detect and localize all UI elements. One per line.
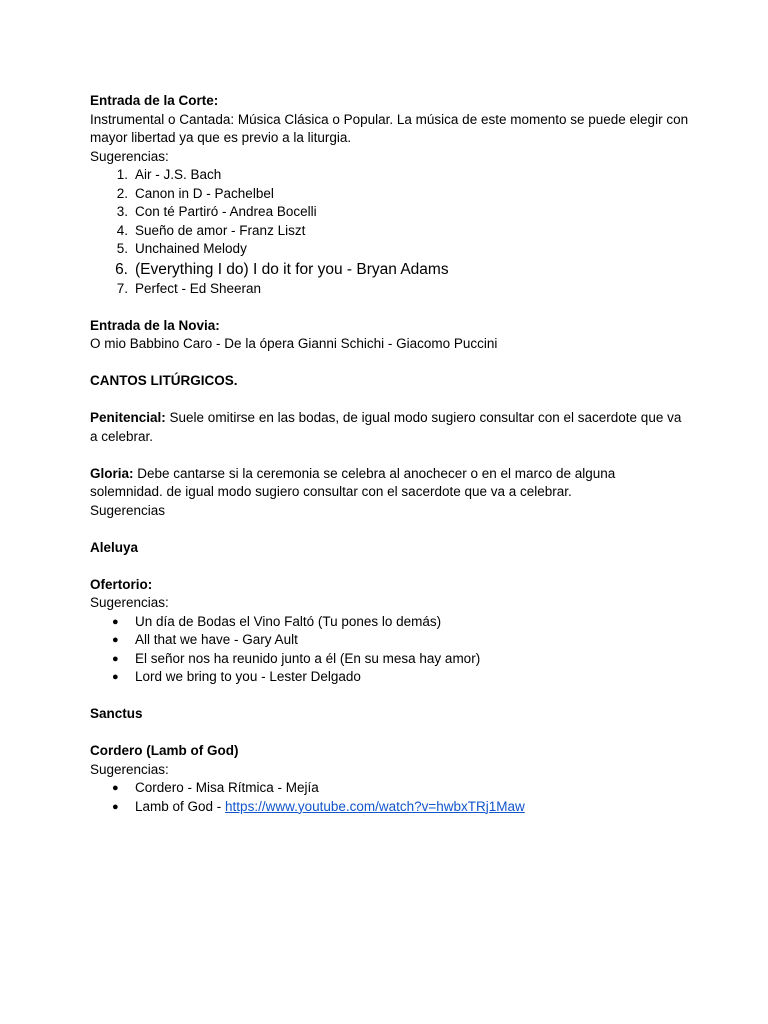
bullet-icon: ●	[112, 652, 119, 665]
bullet-icon: ●	[112, 782, 119, 794]
cordero-suggestions-label: Sugerencias:	[90, 761, 169, 777]
list-item: 7. Perfect - Ed Sheeran	[116, 280, 262, 296]
bullet-icon: ●	[112, 634, 119, 646]
list-item: 2. Canon in D - Pachelbel	[116, 185, 274, 201]
penitencial-text: Suele omitirse en las bodas, de igual modo sugiero consultar con el sacerdote que va a celebrar.	[90, 410, 682, 444]
list-item: ● Lord we bring to you - Lester Delgado	[90, 668, 690, 687]
corte-description: Instrumental o Cantada: Música Clásica o Popular. La música de este momento se puede elegir con mayor libertad ya que es previo a la liturgia.	[90, 111, 689, 145]
ofertorio-suggestions-label: Sugerencias:	[90, 595, 169, 610]
section-heading-sanctus: Sanctus	[90, 706, 143, 721]
section-heading-corte: Entrada de la Corte:	[90, 93, 219, 108]
list-item: ● El señor nos ha reunido junto a él (En su mesa hay amor)	[90, 650, 690, 669]
bullet-icon: ●	[112, 800, 119, 813]
cordero-suggestions-list	[90, 779, 690, 816]
document-content	[90, 92, 690, 816]
bullet-icon: ●	[112, 671, 119, 683]
section-heading-ofertorio: Ofertorio:	[90, 576, 153, 592]
list-item: ● All that we have - Gary Ault	[90, 631, 690, 650]
bullet-icon: ●	[112, 615, 119, 628]
novia-text: O mio Babbino Caro - De la ópera Gianni Schichi - Giacomo Puccini	[90, 336, 498, 351]
list-item: ● Cordero - Misa Rítmica - Mejía	[90, 779, 690, 798]
list-item: ● Un día de Bodas el Vino Faltó (Tu pones lo demás)	[90, 613, 690, 632]
list-item: 4. Sueño de amor - Franz Liszt	[116, 222, 306, 238]
section-heading-cordero: Cordero (Lamb of God)	[90, 743, 239, 758]
ofertorio-suggestions-list	[90, 613, 690, 687]
gloria-label: Gloria:	[90, 465, 134, 481]
penitencial-paragraph	[90, 409, 690, 446]
list-item: 5. Unchained Melody	[116, 241, 247, 256]
section-heading-aleluya: Aleluya	[90, 539, 139, 555]
youtube-link[interactable]: https://www.youtube.com/watch?v=hwbxTRj1Maw	[225, 798, 525, 814]
gloria-paragraph	[90, 465, 690, 502]
list-item: 1. Air - J.S. Bach	[116, 167, 222, 182]
section-heading-novia: Entrada de la Novia:	[90, 317, 220, 333]
section-heading-cantos: CANTOS LITÚRGICOS.	[90, 373, 238, 388]
list-item: 6. (Everything I do) I do it for you - Bryan Adams	[115, 260, 449, 278]
list-item: 3. Con té Partiró - Andrea Bocelli	[116, 204, 317, 219]
gloria-text: Debe cantarse si la ceremonia se celebra al anochecer o en el marco de alguna solemnidad. de igual modo sugiero consultar con el sacerdote que va a celebrar.	[90, 465, 616, 499]
list-item: ● Lamb of God - https://www.youtube.com/watch?v=hwbxTRj1Maw	[90, 798, 690, 817]
corte-suggestions-label: Sugerencias:	[90, 148, 169, 164]
penitencial-label: Penitencial:	[90, 410, 166, 425]
corte-suggestions-list	[90, 166, 690, 298]
gloria-suggestions-label: Sugerencias	[90, 502, 166, 518]
